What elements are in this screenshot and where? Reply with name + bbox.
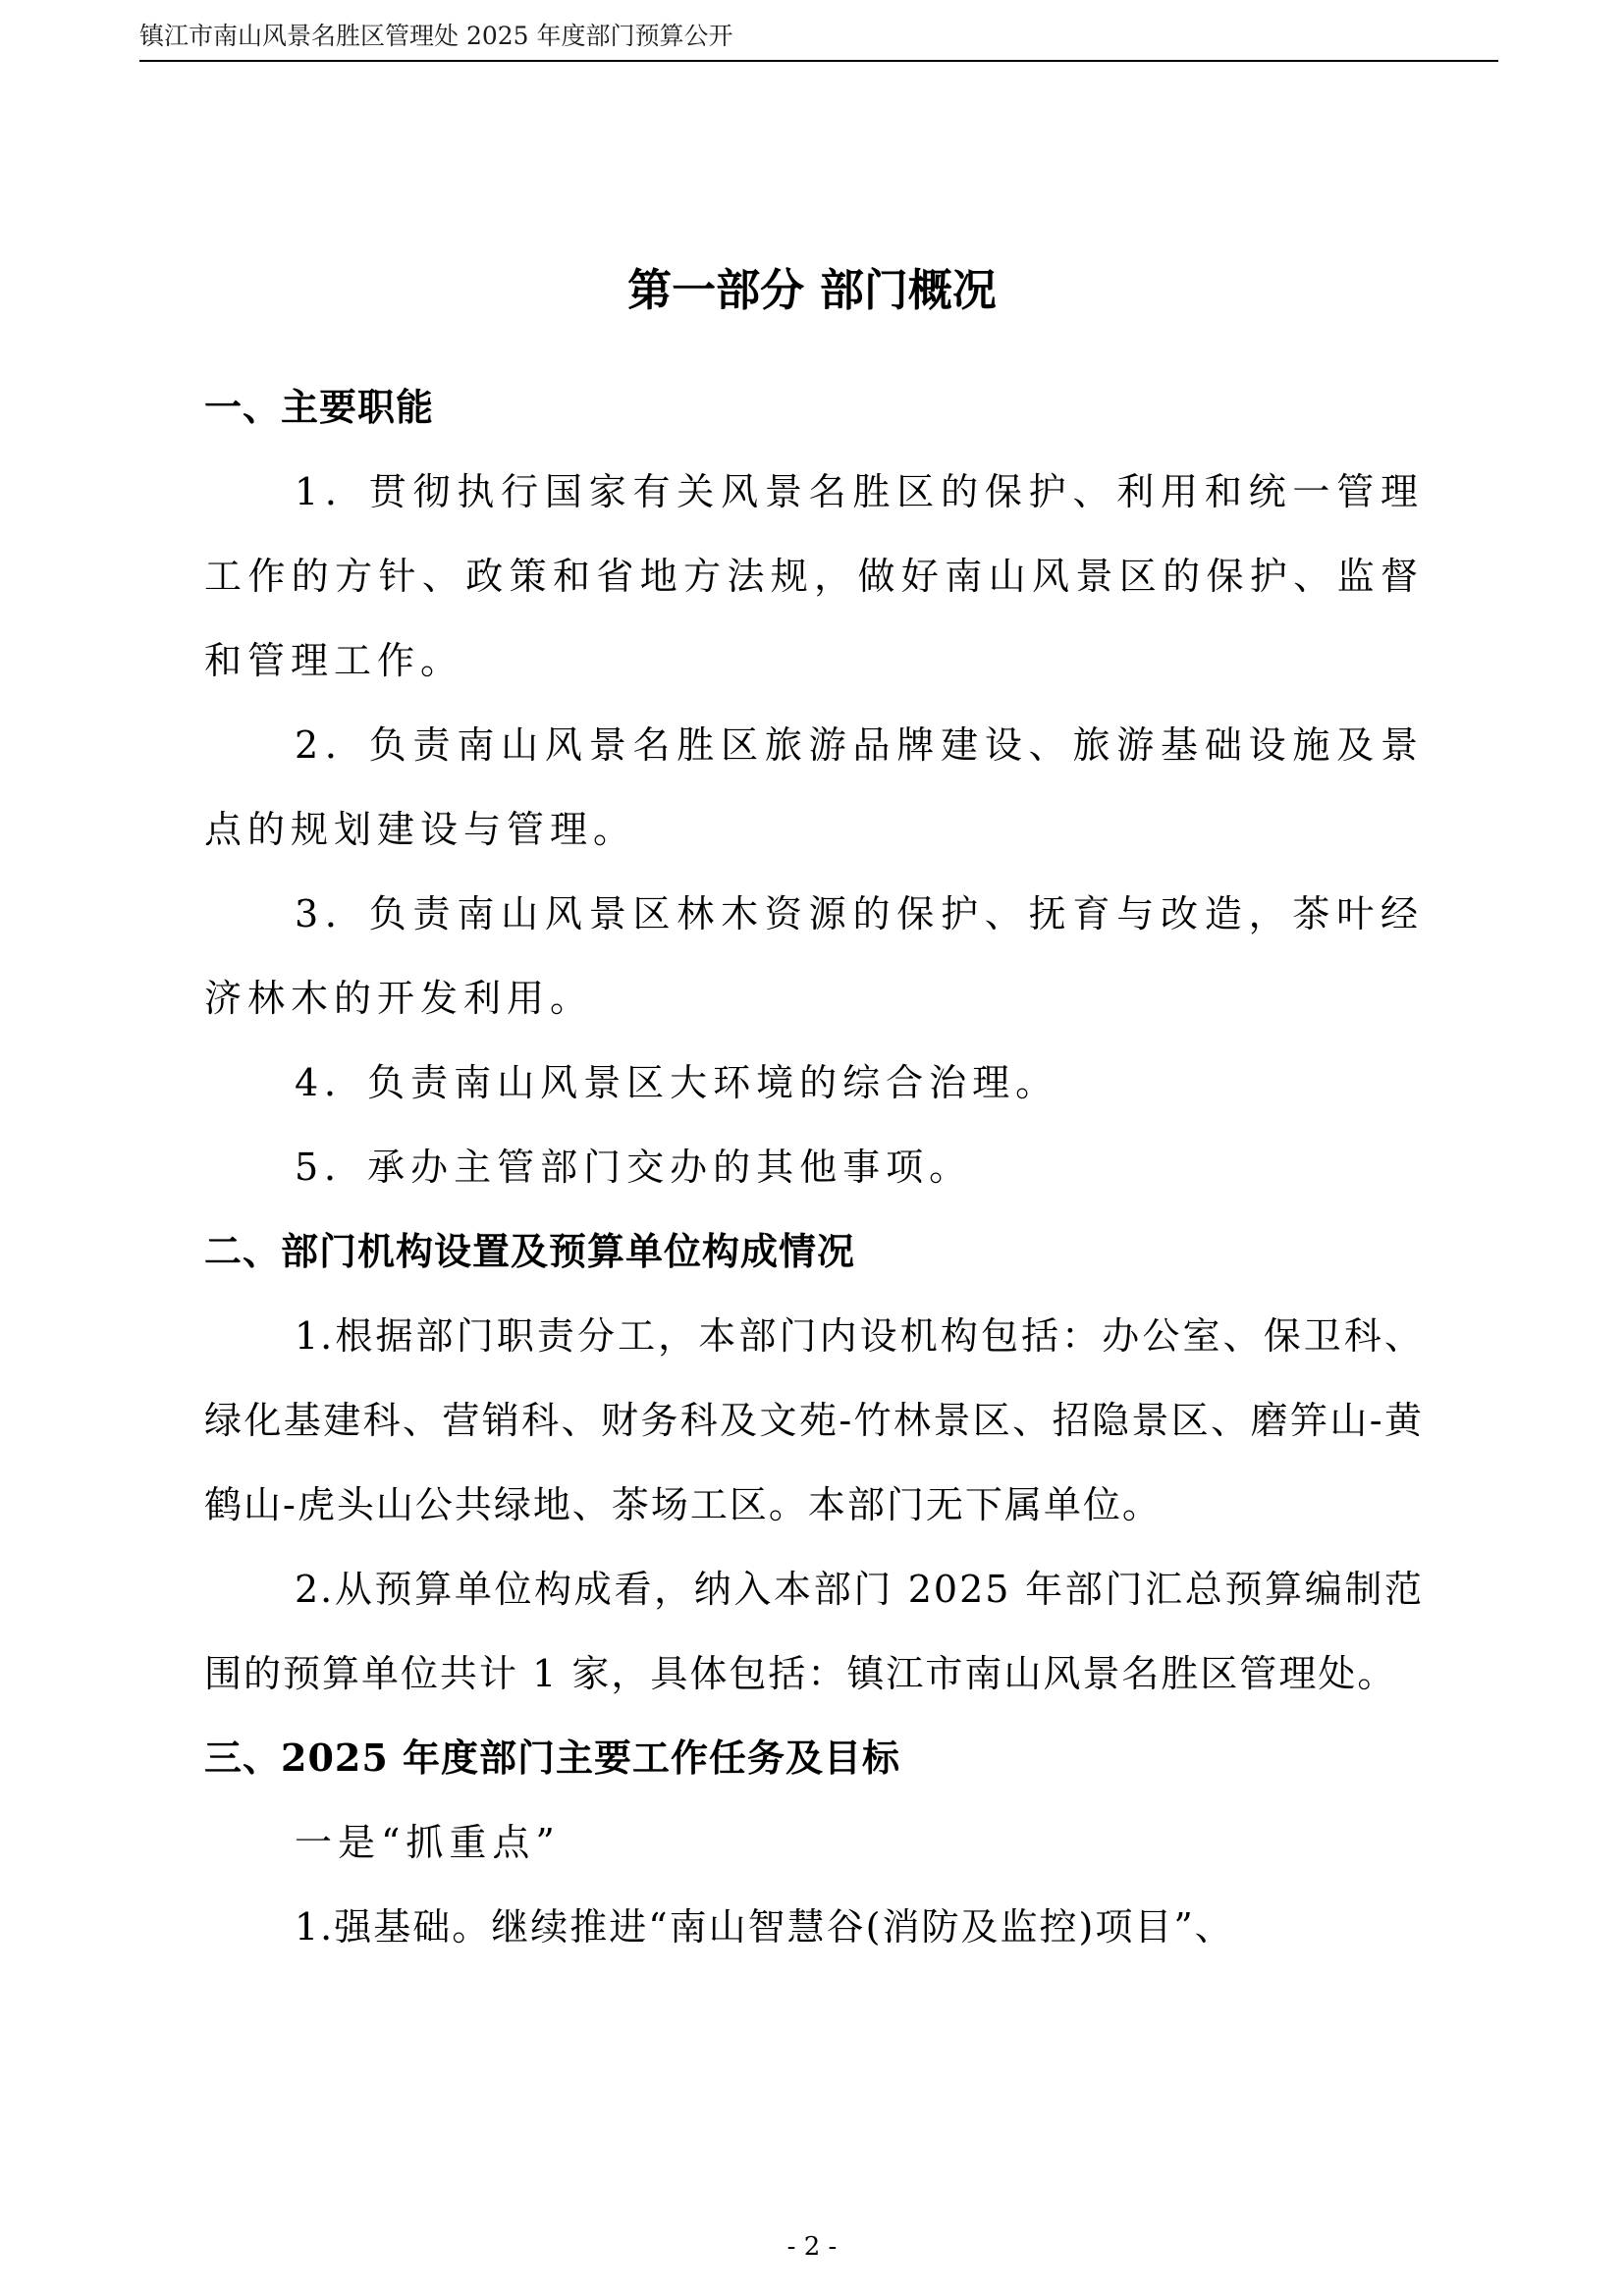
section-heading-main-functions: 一、主要职能 xyxy=(204,385,435,429)
organization-item-1: 1.根据部门职责分工，本部门内设机构包括：办公室、保卫科、绿化基建科、营销科、财务科及文苑-竹林景区、招隐景区、磨笄山-黄鹤山-虎头山公共绿地、茶场工区。本部门无下属单位。 xyxy=(204,1314,1424,1526)
work-task-item-1: 1.强基础。继续推进“南山智慧谷(消防及监控)项目”、 xyxy=(295,1905,1234,1949)
page-number: - 2 - xyxy=(786,2232,838,2262)
document-body xyxy=(204,365,1424,1969)
function-item-4: 4．负责南山风景区大环境的综合治理。 xyxy=(295,1061,1059,1104)
function-item-2: 2．负责南山风景名胜区旅游品牌建设、旅游基础设施及景点的规划建设与管理。 xyxy=(204,723,1424,851)
section-heading-work-tasks: 三、2025 年度部门主要工作任务及目标 xyxy=(204,1735,900,1780)
function-item-1: 1．贯彻执行国家有关风景名胜区的保护、利用和统一管理工作的方针、政策和省地方法规，做好南山风景区的保护、监督和管理工作。 xyxy=(204,470,1424,682)
work-tasks-subheading: 一是“抓重点” xyxy=(295,1821,561,1864)
function-item-3: 3．负责南山风景区林木资源的保护、抚育与改造，茶叶经济林木的开发利用。 xyxy=(204,892,1424,1020)
function-item-5: 5．承办主管部门交办的其他事项。 xyxy=(295,1146,973,1189)
document-title: 第一部分 部门概况 xyxy=(627,264,997,316)
organization-item-2: 2.从预算单位构成看，纳入本部门 2025 年部门汇总预算编制范围的预算单位共计 1 家，具体包括：镇江市南山风景名胜区管理处。 xyxy=(204,1568,1424,1695)
running-header: 镇江市南山风景名胜区管理处 2025 年度部门预算公开 xyxy=(139,22,733,50)
section-heading-organization: 二、部门机构设置及预算单位构成情况 xyxy=(204,1229,856,1273)
header-divider xyxy=(139,60,1498,62)
